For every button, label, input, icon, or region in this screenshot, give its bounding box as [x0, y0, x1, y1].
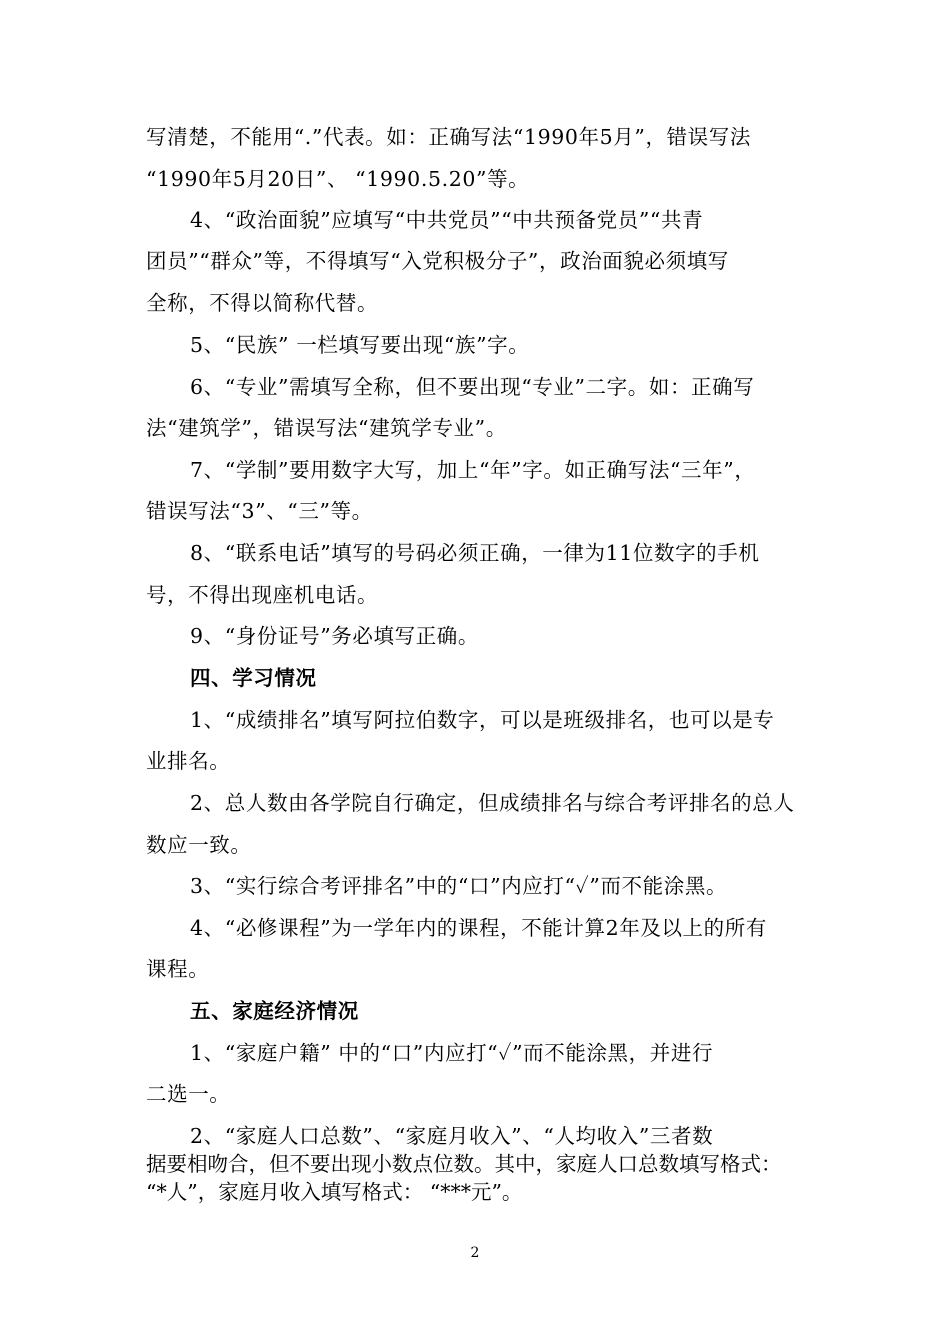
text-line: 7、“学制”要用数字大写，加上“年”字。如正确写法“三年”， [190, 458, 756, 482]
text-line: 法“建筑学”，错误写法“建筑学专业”。 [146, 416, 507, 440]
text-line: “1990年5月20日”、 “1990.5.20”等。 [146, 167, 530, 191]
section-heading: 四、学习情况 [190, 666, 317, 690]
text-line: 号，不得出现座机电话。 [146, 583, 379, 607]
text-line: 2、“家庭人口总数”、“家庭月收入”、“人均收入”三者数 [190, 1124, 714, 1148]
text-line: 写清楚，不能用“.”代表。如：正确写法“1990年5月”，错误写法 [146, 125, 751, 149]
text-line: 4、“政治面貌”应填写“中共党员”“中共预备党员”“共青 [190, 208, 704, 232]
text-line: 1、“家庭户籍” 中的“口”内应打“✓”而不能涂黑，并进行 [190, 1041, 714, 1065]
text-line: 6、“专业”需填写全称，但不要出现“专业”二字。如：正确写 [190, 375, 755, 399]
text-line: 5、“民族” 一栏填写要出现“族”字。 [190, 333, 530, 357]
text-line: 团员”“群众”等，不得填写“入党积极分子”，政治面貌必须填写 [146, 249, 729, 273]
text-line: “*人”，家庭月收入填写格式： “***元”。 [146, 1180, 523, 1204]
text-line: 3、“实行综合考评排名”中的“口”内应打“✓”而不能涂黑。 [190, 874, 728, 898]
text-line: 4、“必修课程”为一学年内的课程，不能计算2年及以上的所有 [190, 916, 767, 940]
text-line: 数应一致。 [146, 833, 252, 857]
text-line: 全称，不得以简称代替。 [146, 291, 379, 315]
text-line: 错误写法“3”、“三”等。 [146, 499, 373, 523]
section-heading: 五、家庭经济情况 [190, 999, 359, 1023]
text-line: 8、“联系电话”填写的号码必须正确，一律为11位数字的手机 [190, 541, 760, 565]
text-line: 9、“身份证号”务必填写正确。 [190, 624, 480, 648]
text-line: 2、总人数由各学院自行确定，但成绩排名与综合考评排名的总人 [190, 791, 795, 815]
text-line: 课程。 [146, 957, 210, 981]
text-line: 据要相吻合，但不要出现小数点位数。其中，家庭人口总数填写格式： [146, 1152, 782, 1176]
text-line: 1、“成绩排名”填写阿拉伯数字，可以是班级排名，也可以是专 [190, 708, 775, 732]
text-line: 业排名。 [146, 749, 231, 773]
page-number: 2 [470, 1245, 480, 1261]
text-line: 二选一。 [146, 1082, 231, 1106]
